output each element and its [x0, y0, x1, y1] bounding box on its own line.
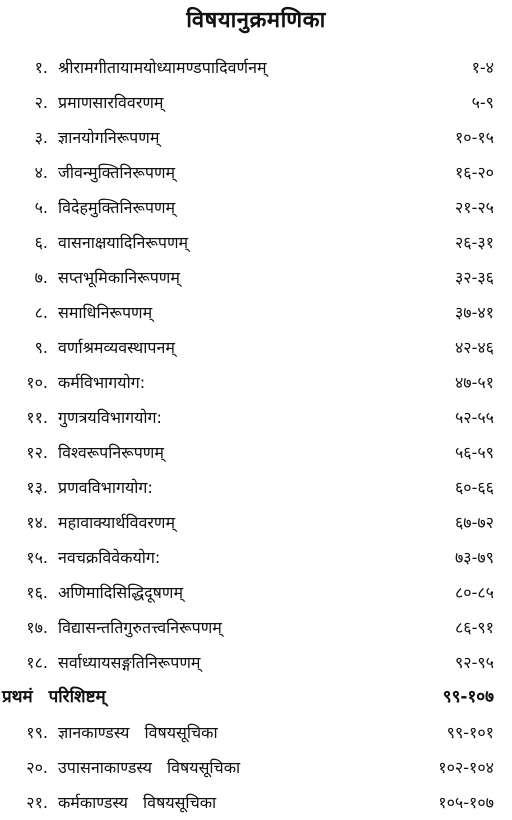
- toc-entry: [0, 225, 512, 260]
- appendix-section-heading: [0, 680, 512, 715]
- entry-number: ९.: [34, 338, 48, 357]
- toc-entry: [0, 785, 512, 820]
- toc-entry: [0, 715, 512, 750]
- entry-title: सर्वाध्यायसङ्गतिनिरूपणम्: [58, 653, 201, 672]
- toc-entry: [0, 295, 512, 330]
- entry-title: प्रणवविभागयोग:: [58, 478, 153, 497]
- entry-pages: २१-२५: [454, 198, 494, 217]
- entry-pages: ९९-१०१: [446, 723, 494, 742]
- toc-entry: [0, 505, 512, 540]
- toc-entry: [0, 470, 512, 505]
- entry-number: १०.: [26, 373, 48, 392]
- entry-pages: ३२-३६: [454, 268, 494, 287]
- entry-title: वासनाक्षयादिनिरूपणम्: [58, 233, 189, 252]
- entry-number: १७.: [26, 618, 48, 637]
- entry-title: विद्यासन्ततिगुरुतत्त्वनिरूपणम्: [58, 618, 222, 637]
- toc-entry: [0, 155, 512, 190]
- entry-number: १३.: [26, 478, 48, 497]
- entry-pages: ८६-९१: [454, 618, 494, 637]
- toc-entry: [0, 750, 512, 785]
- entry-number: ७.: [34, 268, 48, 287]
- entry-title: विश्वरूपनिरूपणम्: [58, 443, 164, 462]
- entry-pages: १०२-१०४: [438, 758, 494, 777]
- entry-number: १.: [34, 58, 48, 77]
- page-title: विषयानुक्रमणिका: [186, 8, 326, 33]
- entry-pages: ६७-७२: [454, 513, 494, 532]
- entry-pages: ४७-५१: [454, 373, 494, 392]
- entry-number: ६.: [34, 233, 48, 252]
- toc-entry: [0, 50, 512, 85]
- entry-title: ज्ञानयोगनिरूपणम्: [58, 128, 160, 147]
- toc-entry: [0, 260, 512, 295]
- section-title: प्रथमं परिशिष्टम्: [2, 687, 106, 707]
- entry-number: १४.: [26, 513, 48, 532]
- entry-title: कर्मकाण्डस्य विषयसूचिका: [58, 793, 217, 812]
- entry-title: जीवन्मुक्तिनिरूपणम्: [58, 163, 176, 182]
- toc-entry: [0, 190, 512, 225]
- entry-title: गुणत्रयविभागयोग:: [58, 408, 162, 427]
- entry-title: ज्ञानकाण्डस्य विषयसूचिका: [58, 723, 218, 742]
- entry-pages: ६०-६६: [454, 478, 494, 497]
- toc-entry: [0, 540, 512, 575]
- entry-number: १२.: [26, 443, 48, 462]
- entry-title: महावाक्यार्थविवरणम्: [58, 513, 176, 532]
- toc-entry: [0, 575, 512, 610]
- entry-pages: ५२-५५: [454, 408, 494, 427]
- toc-entry: [0, 400, 512, 435]
- entry-number: ४.: [34, 163, 48, 182]
- entry-pages: ४२-४६: [454, 338, 494, 357]
- entry-pages: २६-३१: [454, 233, 494, 252]
- entry-title: वर्णाश्रमव्यवस्थापनम्: [58, 338, 175, 357]
- toc-entry: [0, 365, 512, 400]
- entry-number: ११.: [26, 408, 48, 427]
- entry-number: २१.: [26, 793, 48, 812]
- entry-pages: ७३-७९: [454, 548, 494, 567]
- entry-title: उपासनाकाण्डस्य विषयसूचिका: [58, 758, 241, 777]
- entry-number: १८.: [26, 653, 48, 672]
- entry-pages: ८०-८५: [454, 583, 494, 602]
- entry-pages: ३७-४१: [454, 303, 494, 322]
- toc-entry: [0, 330, 512, 365]
- entry-title: नवचक्रविवेकयोग:: [58, 548, 161, 567]
- entry-number: १९.: [26, 723, 48, 742]
- entry-title: समाधिनिरूपणम्: [58, 303, 153, 322]
- entry-pages: १०५-१०७: [438, 793, 494, 812]
- entry-title: विदेहमुक्तिनिरूपणम्: [58, 198, 176, 217]
- entry-pages: ५-९: [471, 93, 494, 112]
- toc-entry: [0, 435, 512, 470]
- entry-pages: ५६-५९: [454, 443, 494, 462]
- entry-title: अणिमादिसिद्धिदूषणम्: [58, 583, 184, 602]
- toc-entry: [0, 85, 512, 120]
- entry-number: ३.: [34, 128, 48, 147]
- toc-entry: [0, 120, 512, 155]
- entry-title: सप्तभूमिकानिरूपणम्: [58, 268, 180, 287]
- entry-number: २.: [34, 93, 48, 112]
- entry-number: २०.: [26, 758, 48, 777]
- entry-title: श्रीरामगीतायामयोध्यामण्डपादिवर्णनम्: [58, 58, 267, 77]
- table-of-contents: [0, 50, 512, 820]
- toc-entry: [0, 610, 512, 645]
- entry-title: कर्मविभागयोग:: [58, 373, 146, 392]
- section-pages: ९९-१०७: [442, 687, 494, 707]
- entry-pages: १-४: [471, 58, 494, 77]
- entry-number: ५.: [34, 198, 48, 217]
- entry-pages: १६-२०: [454, 163, 494, 182]
- entry-title: प्रमाणसारविवरणम्: [58, 93, 164, 112]
- entry-number: १६.: [26, 583, 48, 602]
- entry-pages: ९२-९५: [454, 653, 494, 672]
- entry-pages: १०-१५: [454, 128, 494, 147]
- entry-number: १५.: [26, 548, 48, 567]
- toc-entry: [0, 645, 512, 680]
- entry-number: ८.: [34, 303, 48, 322]
